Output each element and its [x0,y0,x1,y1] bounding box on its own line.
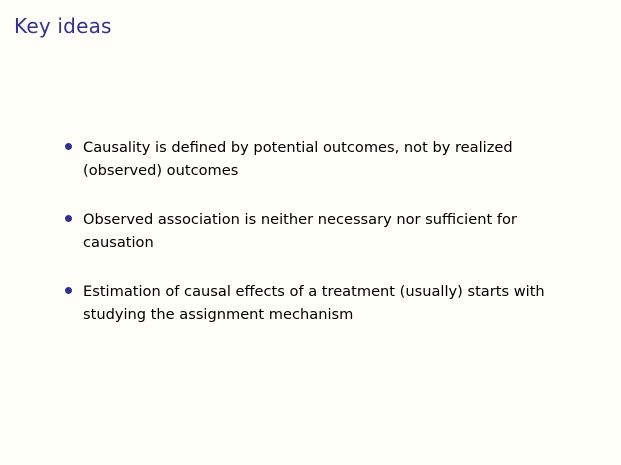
bullet-point-icon [65,143,72,150]
bullet-point-icon [65,215,72,222]
list-item-text: Causality is defined by potential outcomes, not by realized (observed) outcomes [83,139,513,180]
list-item-text: Observed association is neither necessary nor sufficient for causation [83,211,517,252]
bullet-point-icon [65,287,72,294]
list-item [62,208,562,254]
list-item [62,136,562,182]
list-item [62,280,562,326]
list-item-text: Estimation of causal effects of a treatment (usually) starts with studying the assignment mechanism [83,283,545,324]
page-title: Key ideas [14,14,112,38]
bullet-list [62,136,562,326]
